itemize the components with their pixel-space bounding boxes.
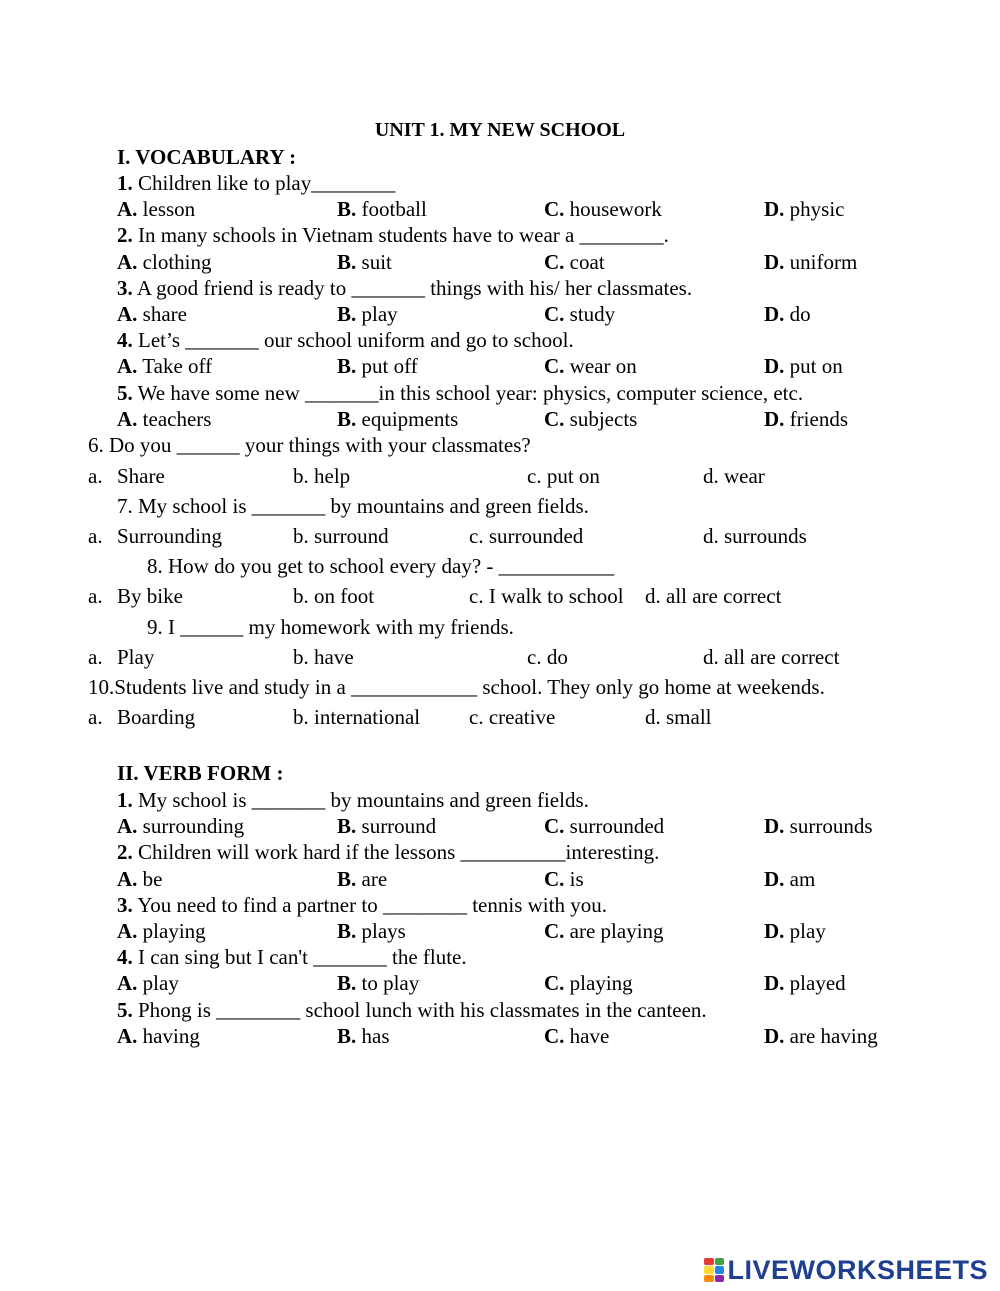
option-letter: B. xyxy=(337,919,357,943)
option-d xyxy=(764,1023,878,1049)
question-number: 2. xyxy=(117,840,133,865)
option-text: play xyxy=(784,919,826,943)
question-number: 2. xyxy=(117,223,133,248)
option-text: has xyxy=(356,1023,390,1048)
option-text: be xyxy=(137,866,163,891)
option-text: are xyxy=(356,866,388,891)
question-number: 5. xyxy=(117,380,133,405)
option-c xyxy=(544,866,584,892)
option-marker: a. xyxy=(88,645,103,669)
question-text: 10.Students live and study in a ____________ school. They only go home at weekends. xyxy=(88,675,825,699)
option-text: c. surrounded xyxy=(469,524,584,548)
option-letter: A. xyxy=(117,249,138,274)
logo-badge-icon xyxy=(704,1258,724,1282)
option-d xyxy=(764,196,845,222)
option-text: c. do xyxy=(527,645,568,669)
option-c xyxy=(544,970,633,996)
option-text: b. on foot xyxy=(293,584,375,608)
question-stem: I can sing but I can't _______ the flute. xyxy=(132,945,467,970)
option-text: b. surround xyxy=(293,524,389,548)
option-marker: a. xyxy=(88,524,103,548)
question-stem: You need to find a partner to ________ tennis with you. xyxy=(132,892,607,917)
option-text: uniform xyxy=(784,249,858,274)
option-letter: B. xyxy=(337,1023,357,1048)
question-text: 6. Do you ______ your things with your classmates? xyxy=(88,433,531,457)
option-text: Play xyxy=(117,645,155,669)
option-text: study xyxy=(564,302,616,326)
option-letter: A. xyxy=(117,866,138,891)
option-letter: D. xyxy=(764,406,785,431)
option-text: Surrounding xyxy=(117,524,222,548)
option-text: are having xyxy=(784,1023,878,1048)
question-number: 3. xyxy=(117,275,133,300)
option-text: physic xyxy=(784,197,845,222)
question-text: 7. My school is _______ by mountains and green fields. xyxy=(117,494,589,518)
option-text: put on xyxy=(784,354,843,379)
option-c xyxy=(544,813,664,839)
option-text: friends xyxy=(784,406,848,431)
option-c xyxy=(544,196,662,222)
option-letter: B. xyxy=(337,406,357,431)
option-letter: A. xyxy=(117,406,138,431)
option-b xyxy=(337,918,406,944)
option-letter: C. xyxy=(544,919,565,943)
option-text: plays xyxy=(356,919,406,943)
option-letter: C. xyxy=(544,1023,565,1048)
option-letter: A. xyxy=(117,814,138,839)
page-title: UNIT 1. MY NEW SCHOOL xyxy=(374,119,626,141)
option-text: teachers xyxy=(137,406,212,431)
option-b xyxy=(337,353,418,379)
option-text: d. all are correct xyxy=(703,645,840,669)
option-letter: B. xyxy=(337,249,357,274)
section-heading-vocabulary: I. VOCABULARY : xyxy=(117,145,297,169)
option-letter: A. xyxy=(117,1023,138,1048)
option-text: clothing xyxy=(137,249,212,274)
option-text: d. surrounds xyxy=(703,524,807,548)
option-text: d. small xyxy=(645,705,712,729)
option-b xyxy=(337,196,427,222)
option-text: d. wear xyxy=(703,464,765,488)
option-letter: B. xyxy=(337,971,357,996)
option-a xyxy=(117,249,212,275)
option-b xyxy=(337,866,387,892)
option-b xyxy=(337,1023,390,1049)
option-text: d. all are correct xyxy=(645,584,782,608)
option-text: housework xyxy=(564,197,662,222)
question-stem: Children will work hard if the lessons __________interesting. xyxy=(132,840,660,865)
option-letter: D. xyxy=(764,919,785,943)
option-letter: C. xyxy=(544,354,565,379)
option-a xyxy=(117,866,163,892)
option-letter: B. xyxy=(337,866,357,891)
option-text: are playing xyxy=(564,919,664,943)
option-text: share xyxy=(137,302,187,326)
option-text: have xyxy=(564,1023,610,1048)
option-text: c. creative xyxy=(469,705,556,729)
option-letter: C. xyxy=(544,866,565,891)
question-number: 1. xyxy=(117,788,133,812)
option-text: Boarding xyxy=(117,705,196,729)
option-letter: C. xyxy=(544,971,565,996)
option-letter: D. xyxy=(764,971,785,996)
question-number: 4. xyxy=(117,328,133,353)
question-text xyxy=(117,275,692,301)
question-stem: My school is _______ by mountains and green fields. xyxy=(132,788,589,812)
option-letter: A. xyxy=(117,354,138,379)
option-text: put off xyxy=(356,354,418,379)
option-b xyxy=(337,301,398,327)
question-text xyxy=(117,839,659,865)
option-letter: D. xyxy=(764,866,785,891)
option-a xyxy=(117,406,211,432)
option-marker: a. xyxy=(88,464,103,488)
option-text: b. international xyxy=(293,705,421,729)
question-stem: We have some new _______in this school year: physics, computer science, etc. xyxy=(132,380,804,405)
question-stem: Phong is ________ school lunch with his classmates in the canteen. xyxy=(132,997,707,1022)
question-number: 3. xyxy=(117,892,133,917)
option-d xyxy=(764,813,873,839)
question-number: 4. xyxy=(117,945,133,970)
option-letter: B. xyxy=(337,354,357,379)
option-letter: A. xyxy=(117,971,138,996)
option-letter: A. xyxy=(117,919,138,943)
question-number: 5. xyxy=(117,997,133,1022)
option-letter: D. xyxy=(764,302,785,326)
option-c xyxy=(544,353,637,379)
option-letter: C. xyxy=(544,406,565,431)
question-text xyxy=(117,892,607,918)
option-text: c. put on xyxy=(527,464,600,488)
question-text xyxy=(117,944,467,970)
question-stem: In many schools in Vietnam students have to wear a ________. xyxy=(132,223,669,248)
option-text: subjects xyxy=(564,406,638,431)
option-text: surround xyxy=(356,814,437,839)
option-text: Take off xyxy=(137,354,213,379)
option-letter: C. xyxy=(544,814,565,839)
option-text: am xyxy=(784,866,816,891)
question-stem: A good friend is ready to _______ things with his/ her classmates. xyxy=(132,275,693,300)
question-text xyxy=(117,327,574,353)
option-text: wear on xyxy=(564,354,637,379)
option-text: Share xyxy=(117,464,165,488)
option-d xyxy=(764,970,846,996)
option-letter: D. xyxy=(764,197,785,222)
question-text: 8. How do you get to school every day? - ___________ xyxy=(147,554,615,578)
option-text: coat xyxy=(564,249,605,274)
option-marker: a. xyxy=(88,584,103,608)
option-text: surrounds xyxy=(784,814,873,839)
option-a xyxy=(117,918,206,944)
logo-text: LIVEWORKSHEETS xyxy=(727,1254,988,1285)
option-c xyxy=(544,918,664,944)
option-d xyxy=(764,866,815,892)
option-text: playing xyxy=(564,971,633,996)
option-letter: D. xyxy=(764,249,785,274)
option-b xyxy=(337,813,436,839)
option-letter: D. xyxy=(764,814,785,839)
option-letter: B. xyxy=(337,302,357,326)
option-text: b. have xyxy=(293,645,354,669)
option-text: football xyxy=(356,197,427,222)
option-a xyxy=(117,1023,200,1049)
section-heading-verb-form: II. VERB FORM : xyxy=(117,761,284,785)
option-a xyxy=(117,970,179,996)
option-c xyxy=(544,301,615,327)
option-a xyxy=(117,353,212,379)
option-letter: B. xyxy=(337,814,357,839)
option-d xyxy=(764,249,857,275)
option-text: surrounded xyxy=(564,814,665,839)
option-d xyxy=(764,918,826,944)
option-marker: a. xyxy=(88,705,103,729)
question-stem: Children like to play________ xyxy=(132,171,396,195)
option-text: lesson xyxy=(137,197,196,222)
option-letter: A. xyxy=(117,302,138,326)
question-text xyxy=(117,380,803,406)
option-text: suit xyxy=(356,249,392,274)
option-letter: D. xyxy=(764,354,785,379)
option-text: do xyxy=(784,302,811,326)
question-number: 1. xyxy=(117,171,133,195)
option-text: surrounding xyxy=(137,814,245,839)
option-c xyxy=(544,406,637,432)
option-text: to play xyxy=(356,971,420,996)
option-text: play xyxy=(137,971,179,996)
option-text: is xyxy=(564,866,584,891)
option-text: c. I walk to school xyxy=(469,584,624,608)
question-text: 9. I ______ my homework with my friends. xyxy=(147,615,514,639)
option-d xyxy=(764,353,843,379)
option-d xyxy=(764,406,848,432)
option-text: playing xyxy=(137,919,206,943)
option-text: having xyxy=(137,1023,200,1048)
option-c xyxy=(544,249,605,275)
option-c xyxy=(544,1023,609,1049)
option-letter: C. xyxy=(544,197,565,222)
option-letter: A. xyxy=(117,197,138,222)
question-stem: Let’s _______ our school uniform and go to school. xyxy=(132,328,574,353)
option-letter: C. xyxy=(544,302,565,326)
option-text: played xyxy=(784,971,846,996)
option-text: play xyxy=(356,302,398,326)
liveworksheets-logo xyxy=(704,1255,988,1285)
question-text xyxy=(117,222,669,248)
option-a xyxy=(117,813,244,839)
option-letter: C. xyxy=(544,249,565,274)
question-text xyxy=(117,170,395,196)
question-text xyxy=(117,997,707,1023)
option-b xyxy=(337,249,392,275)
option-d xyxy=(764,301,811,327)
question-text xyxy=(117,787,589,813)
option-text: b. help xyxy=(293,464,351,488)
option-b xyxy=(337,406,458,432)
option-a xyxy=(117,196,195,222)
option-text: By bike xyxy=(117,584,183,608)
option-letter: D. xyxy=(764,1023,785,1048)
option-b xyxy=(337,970,419,996)
option-letter: B. xyxy=(337,197,357,222)
option-a xyxy=(117,301,187,327)
option-text: equipments xyxy=(356,406,459,431)
